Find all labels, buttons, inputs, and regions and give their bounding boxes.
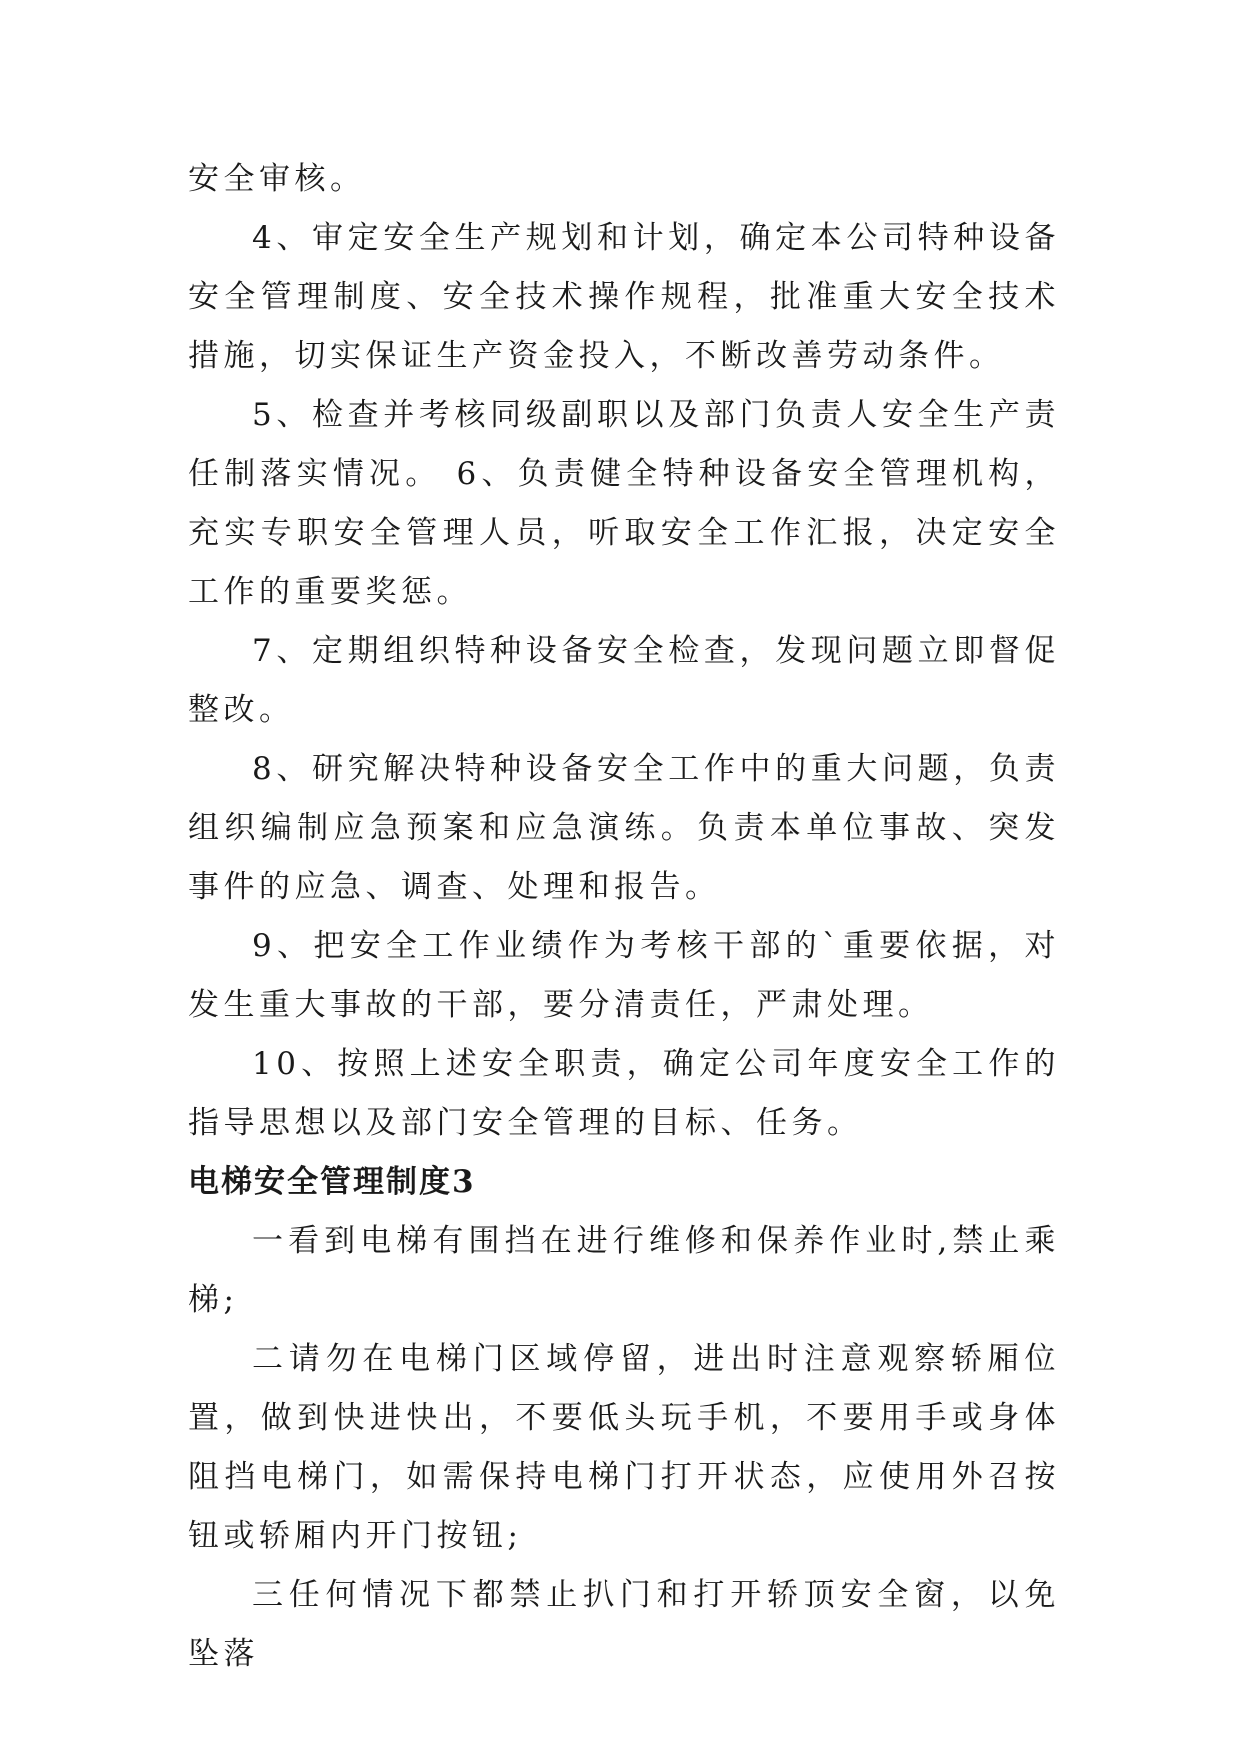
section-title: 电梯安全管理制度3 xyxy=(188,1164,476,1200)
paragraph-item-4: 4、审定安全生产规划和计划，确定本公司特种设备安全管理制度、安全技术操作规程，批准重大安全技术措施，切实保证生产资金投入，不断改善劳动条件。 xyxy=(188,220,1060,374)
paragraph-item-8: 8、研究解决特种设备安全工作中的重大问题，负责组织编制应急预案和应急演练。负责本单位事故、突发事件的应急、调查、处理和报告。 xyxy=(188,751,1060,905)
document-body xyxy=(188,150,1060,1684)
paragraph-item-7: 7、定期组织特种设备安全检查，发现问题立即督促整改。 xyxy=(188,633,1060,728)
section-paragraph-3: 三任何情况下都禁止扒门和打开轿顶安全窗，以免坠落 xyxy=(188,1577,1060,1672)
section-paragraph-1: 一看到电梯有围挡在进行维修和保养作业时,禁止乘梯; xyxy=(188,1223,1060,1318)
paragraph-continuation: 安全审核。 xyxy=(188,161,366,197)
paragraph-item-9: 9、把安全工作业绩作为考核干部的`重要依据，对发生重大事故的干部，要分清责任，严肃处理。 xyxy=(188,928,1060,1023)
paragraph-item-10: 10、按照上述安全职责，确定公司年度安全工作的指导思想以及部门安全管理的目标、任务。 xyxy=(188,1046,1060,1141)
section-paragraph-2: 二请勿在电梯门区域停留，进出时注意观察轿厢位置，做到快进快出，不要低头玩手机，不要用手或身体阻挡电梯门，如需保持电梯门打开状态，应使用外召按钮或轿厢内开门按钮; xyxy=(188,1341,1060,1554)
paragraph-item-5: 5、检查并考核同级副职以及部门负责人安全生产责任制落实情况。 6、负责健全特种设备安全管理机构，充实专职安全管理人员，听取安全工作汇报，决定安全工作的重要奖惩。 xyxy=(188,397,1060,610)
